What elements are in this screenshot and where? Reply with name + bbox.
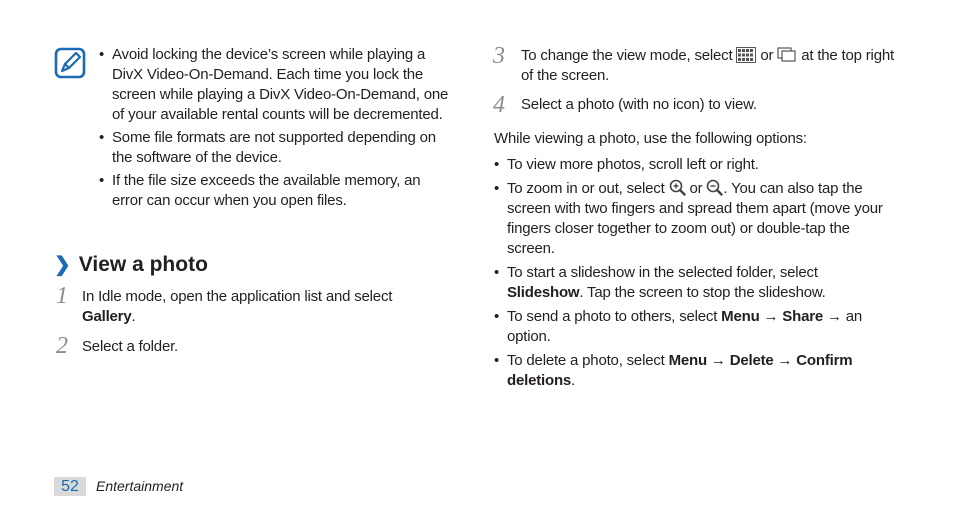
zoom-out-icon <box>706 179 723 196</box>
step-number: 2 <box>56 333 68 359</box>
option-item: • To zoom in or out, select or . You can also tap the screen with two fingers and spread them apart (move your fingers closer together to zoom out) or double-tap the screen. <box>494 180 883 257</box>
note-list <box>99 45 452 214</box>
option-item: • To send a photo to others, select Menu → Share → an option. <box>494 308 863 345</box>
chevron-right-icon: ❯ <box>54 254 71 276</box>
section-title: View a photo <box>78 253 208 276</box>
options-list <box>494 155 897 395</box>
note-item: • Some file formats are not supported depending on the software of the device. <box>99 129 436 166</box>
note-item: • Avoid locking the device’s screen while playing a DivX Video-On-Demand. Each time you lock the screen while playing a DivX Video-On-Demand, one of your available rental counts will be decremented. <box>99 46 449 123</box>
section-heading <box>54 252 208 277</box>
step-3: To change the view mode, select or at the top right of the screen. <box>521 47 894 84</box>
step-2: Select a folder. <box>82 338 179 355</box>
note-pencil-icon <box>54 47 86 79</box>
note-item: • If the file size exceeds the available memory, an error can occur when you open files. <box>99 172 421 209</box>
step-4: Select a photo (with no icon) to view. <box>521 96 757 113</box>
chapter-label: Entertainment <box>96 478 184 494</box>
step-1: In Idle mode, open the application list and select Gallery. <box>82 288 393 325</box>
options-intro: While viewing a photo, use the following options: <box>494 130 807 147</box>
option-item: • To delete a photo, select Menu → Delete → Confirm deletions. <box>494 352 853 389</box>
zoom-in-icon <box>669 179 686 196</box>
option-item: • To view more photos, scroll left or right. <box>494 156 759 173</box>
step-number: 4 <box>493 92 505 118</box>
page-number: 52 <box>54 477 86 496</box>
step-number: 3 <box>493 43 505 69</box>
option-item: • To start a slideshow in the selected folder, select Slideshow. Tap the screen to stop the slideshow. <box>494 264 826 301</box>
grid-view-icon <box>736 47 756 63</box>
stack-view-icon <box>777 47 797 63</box>
step-number: 1 <box>56 283 68 309</box>
